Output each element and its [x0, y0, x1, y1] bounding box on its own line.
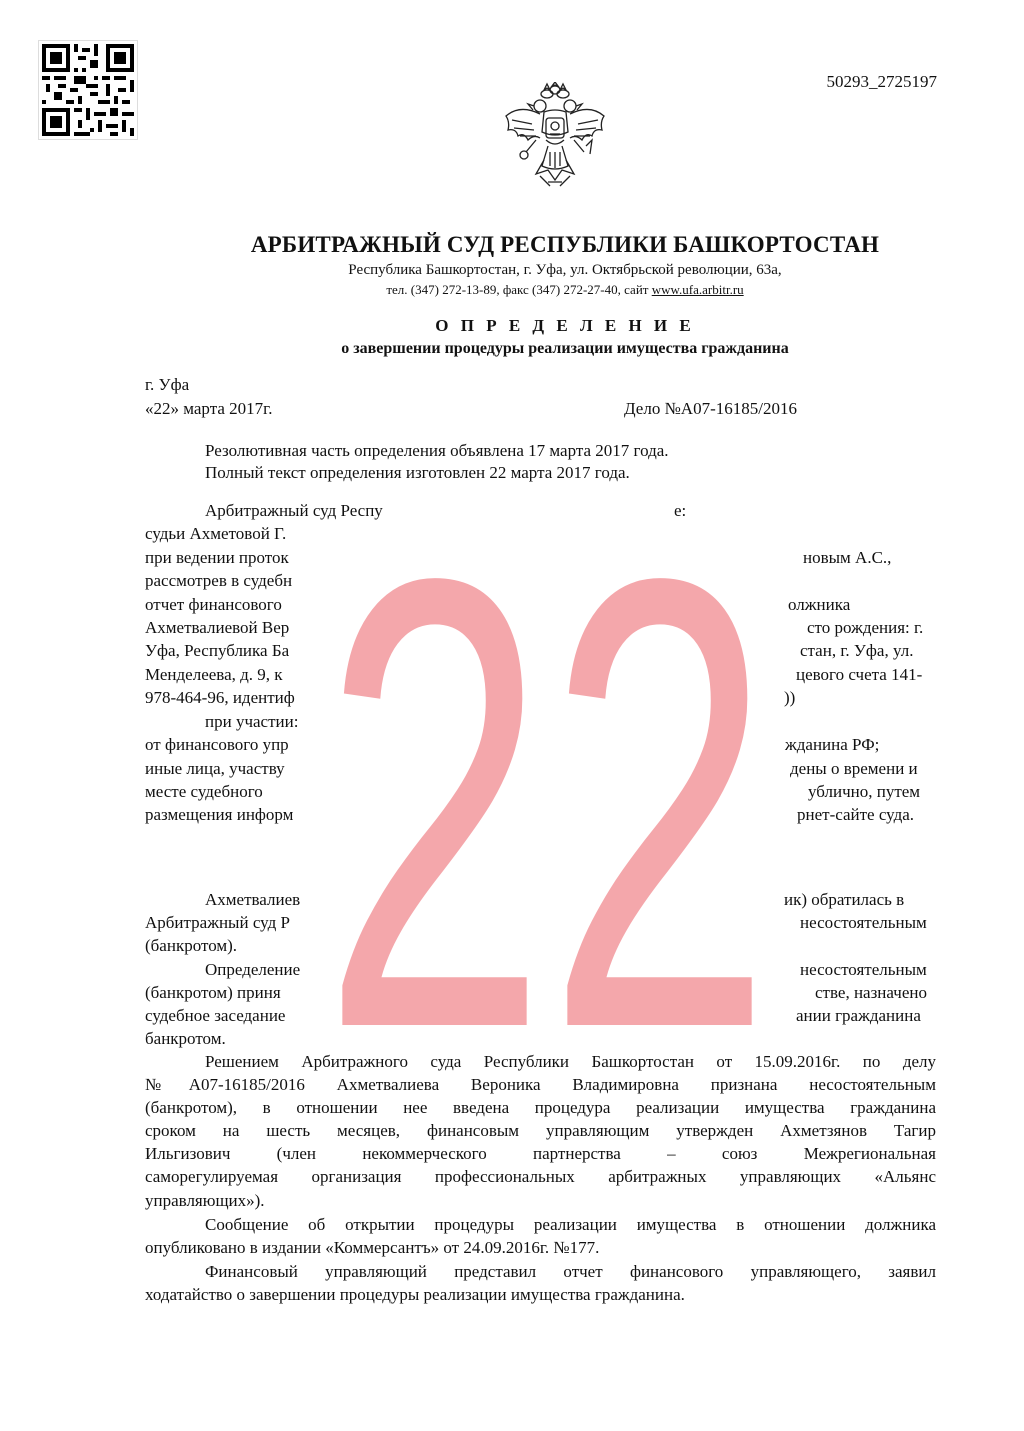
decision-paragraph-line: (банкротом), в отношении нее введена процедура реализации имущества гражданина	[145, 1098, 936, 1117]
decision-paragraph-line: управляющих»).	[145, 1191, 265, 1210]
text-fragment: Ахметвалиевой Вер	[145, 618, 290, 637]
contacts-text: тел. (347) 272-13-89, факс (347) 272-27-40, сайт	[386, 282, 652, 297]
court-contacts	[0, 282, 1024, 298]
text-fragment: банкротом.	[145, 1029, 226, 1048]
text-fragment: размещения информ	[145, 805, 294, 824]
text-fragment: е:	[674, 501, 687, 520]
decision-paragraph-line: Решением Арбитражного суда Республики Башкортостан от 15.09.2016г. по делу	[205, 1052, 936, 1071]
website-link[interactable]: www.ufa.arbitr.ru	[651, 282, 744, 297]
overlay-number-text: 22	[322, 520, 772, 1040]
text-fragment: Определение	[205, 960, 301, 979]
text-fragment: несостоятельным	[800, 913, 927, 932]
text-fragment: от финансового упр	[145, 735, 289, 754]
text-fragment: стан, г. Уфа, ул.	[800, 641, 914, 660]
publication-paragraph-line: опубликовано в издании «Коммерсантъ» от 24.09.2016г. №177.	[145, 1238, 600, 1257]
text-fragment: жданина РФ;	[785, 735, 880, 754]
report-paragraph-line: ходатайство о завершении процедуры реализации имущества гражданина.	[145, 1285, 685, 1304]
text-fragment: олжника	[788, 595, 851, 614]
text-fragment: ании гражданина	[796, 1006, 921, 1025]
document-city: г. Уфа	[145, 375, 190, 394]
document-number: 50293_2725197	[826, 72, 937, 91]
page-number-overlay	[312, 520, 782, 1040]
court-name-heading: АРБИТРАЖНЫЙ СУД РЕСПУБЛИКИ БАШКОРТОСТАН	[250, 232, 880, 257]
text-fragment: стве, назначено	[815, 983, 927, 1002]
text-fragment: 978-464-96, идентиф	[145, 688, 295, 707]
text-fragment: при участии:	[205, 712, 299, 731]
decision-paragraph-line: саморегулируемая организация профессиональных арбитражных управляющих «Альянс	[145, 1167, 936, 1186]
text-fragment: месте судебного	[145, 782, 263, 801]
text-fragment: отчет финансового	[145, 595, 282, 614]
text-fragment: рнет-сайте суда.	[797, 805, 915, 824]
text-fragment: Ахметвалиев	[205, 890, 301, 909]
text-fragment: ублично, путем	[808, 782, 921, 801]
publication-paragraph-line: Сообщение об открытии процедуры реализации имущества в отношении должника	[205, 1215, 936, 1234]
document-date: «22» марта 2017г.	[145, 399, 273, 418]
text-fragment: ик) обратилась в	[784, 890, 905, 909]
text-fragment: цевого счета 141-	[796, 665, 923, 684]
text-fragment: ))	[784, 688, 796, 707]
announce-line: Резолютивная часть определения объявлена 17 марта 2017 года.	[205, 441, 669, 460]
text-fragment: Арбитражный суд Р	[145, 913, 290, 932]
text-fragment: рассмотрев в судебн	[145, 571, 293, 590]
text-fragment: (банкротом) приня	[145, 983, 281, 1002]
text-fragment: судьи Ахметовой Г.	[145, 524, 287, 543]
text-fragment: иные лица, участву	[145, 759, 285, 778]
text-fragment: новым А.С.,	[803, 548, 892, 567]
text-fragment: судебное заседание	[145, 1006, 286, 1025]
text-fragment: Арбитражный суд Респу	[205, 501, 383, 520]
decision-paragraph-line: сроком на шесть месяцев, финансовым управляющим утвержден Ахметзянов Тагир	[145, 1121, 936, 1140]
text-fragment: дены о времени и	[790, 759, 918, 778]
text-fragment: несостоятельным	[800, 960, 927, 979]
report-paragraph-line: Финансовый управляющий представил отчет финансового управляющего, заявил	[205, 1262, 936, 1281]
court-address: Республика Башкортостан, г. Уфа, ул. Октябрьской революции, 63а,	[348, 262, 782, 278]
qr-code	[38, 40, 138, 140]
announce-line: Полный текст определения изготовлен 22 марта 2017 года.	[205, 463, 630, 482]
text-fragment: (банкротом).	[145, 936, 238, 955]
case-number: Дело №А07-16185/2016	[624, 399, 797, 418]
text-fragment: Менделеева, д. 9, к	[145, 665, 283, 684]
decision-paragraph-line: №А07-16185/2016 Ахметвалиева Вероника Владимировна признана несостоятельным	[145, 1075, 936, 1094]
coat-of-arms-emblem	[500, 82, 610, 194]
document-subtitle: о завершении процедуры реализации имущества гражданина	[341, 340, 789, 357]
text-fragment: при ведении проток	[145, 548, 289, 567]
document-title: О П Р Е Д Е Л Е Н И Е	[435, 316, 695, 335]
text-fragment: Уфа, Республика Ба	[145, 641, 290, 660]
decision-paragraph-line: Ильгизович (член некоммерческого партнерства – союз Межрегиональная	[145, 1144, 936, 1163]
text-fragment: сто рождения: г.	[807, 618, 924, 637]
